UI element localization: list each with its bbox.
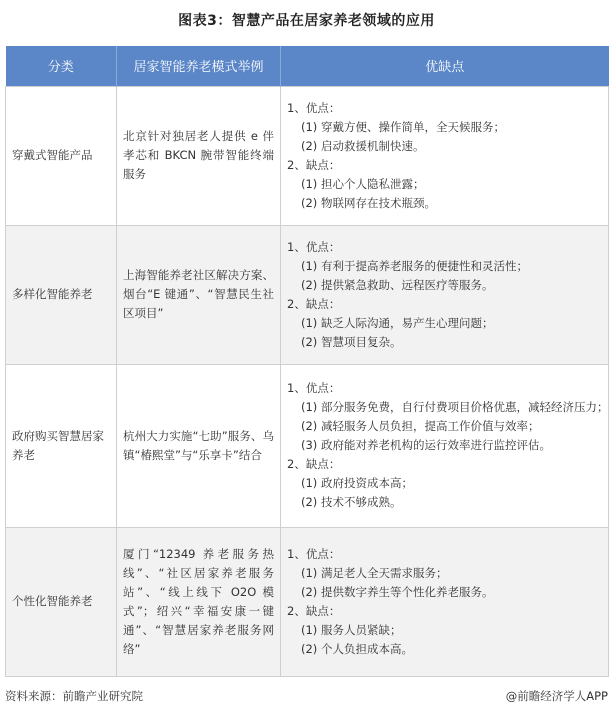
- cons-item: (2) 智慧项目复杂。: [301, 334, 402, 349]
- category-cell: 政府购买智慧居家养老: [6, 364, 117, 527]
- cons-label: 2、缺点：: [287, 603, 341, 618]
- header-category: 分类: [6, 46, 117, 86]
- category-cell: 个性化智能养老: [6, 527, 117, 676]
- table-header-row: [6, 46, 609, 86]
- category-cell: 穿戴式智能产品: [6, 86, 117, 225]
- pros-item: (2) 提供数字养生等个性化养老服务。: [301, 584, 494, 599]
- pros-item: (1) 有利于提高养老服务的便捷性和灵活性；: [301, 258, 528, 273]
- pros-label: 1、优点：: [287, 100, 341, 115]
- pros-cons-cell: [281, 86, 609, 225]
- cons-item: (1) 缺乏人际沟通，易产生心理问题；: [301, 315, 494, 330]
- page-title: 图表3：智慧产品在居家养老领域的应用: [178, 13, 435, 29]
- header-pros-cons: 优缺点: [281, 46, 609, 86]
- pros-item: (1) 部分服务免费，自行付费项目价格优惠，减轻经济压力；: [301, 400, 609, 414]
- brand-credit: @前瞻经济学人APP: [505, 689, 608, 703]
- category-cell: 多样化智能养老: [6, 225, 117, 364]
- cons-label: 2、缺点：: [287, 157, 341, 172]
- cons-item: (2) 技术不够成熟。: [301, 495, 402, 509]
- table-row: [6, 225, 609, 364]
- pros-cons-cell: [281, 527, 609, 676]
- cons-item: (1) 服务人员紧缺；: [301, 622, 402, 637]
- pros-cons-cell: [281, 364, 609, 527]
- cons-label: 2、缺点：: [287, 296, 341, 311]
- table-row: [6, 86, 609, 225]
- table-row: [6, 364, 609, 527]
- pros-cons-cell: [281, 225, 609, 364]
- source-note: 资料来源：前瞻产业研究院: [5, 689, 143, 703]
- pros-item: (2) 提供紧急救助、远程医疗等服务。: [301, 277, 494, 292]
- example-cell: 上海智能养老社区解决方案、烟台“E 键通”、“智慧民生社区项目”: [117, 225, 281, 364]
- table-row: [6, 527, 609, 676]
- example-cell: 厦门“12349 养老服务热线”、“社区居家养老服务站”、“线上线下 O2O 模式”；绍兴“幸福安康一键通”、“智慧居家养老服务网络”: [117, 527, 281, 676]
- example-cell: 北京针对独居老人提供 e 伴孝芯和 BKCN 腕带智能终端服务: [117, 86, 281, 225]
- cons-item: (1) 担心个人隐私泄露；: [301, 176, 425, 191]
- cons-item: (2) 个人负担成本高。: [301, 641, 413, 656]
- pros-item: (1) 满足老人全天需求服务；: [301, 565, 448, 580]
- pros-item: (3) 政府能对养老机构的运行效率进行监控评估。: [301, 438, 551, 452]
- pros-item: (1) 穿戴方便、操作简单，全天候服务；: [301, 119, 505, 134]
- pros-label: 1、优点：: [287, 546, 341, 561]
- comparison-table: [5, 46, 609, 677]
- pros-item: (2) 启动救援机制快速。: [301, 138, 425, 153]
- example-cell: 杭州大力实施“七助”服务、乌镇“椿熙堂”与“乐享卡”结合: [117, 364, 281, 527]
- cons-label: 2、缺点：: [287, 457, 341, 471]
- header-example: 居家智能养老模式举例: [117, 46, 281, 86]
- pros-item: (2) 减轻服务人员负担，提高工作价值与效率；: [301, 419, 540, 433]
- cons-item: (2) 物联网存在技术瓶颈。: [301, 195, 436, 210]
- pros-label: 1、优点：: [287, 381, 341, 395]
- pros-label: 1、优点：: [287, 239, 341, 254]
- cons-item: (1) 政府投资成本高；: [301, 476, 413, 490]
